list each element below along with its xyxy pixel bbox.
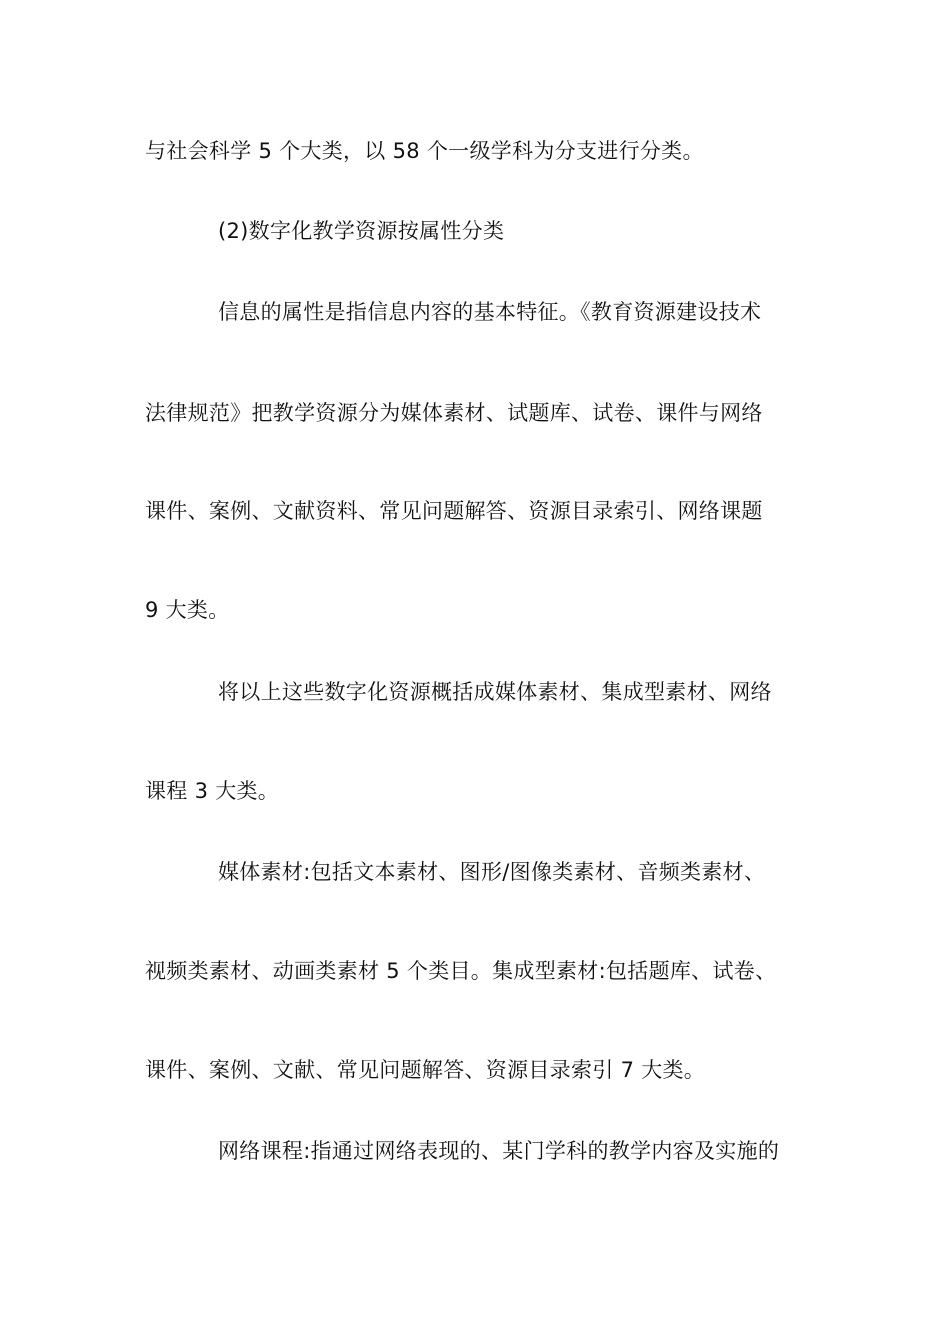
- paragraph-line: 课件、案例、文献、常见问题解答、资源目录索引 7 大类。: [145, 1058, 706, 1082]
- paragraph-line: 课件、案例、文献资料、常见问题解答、资源目录索引、网络课题: [145, 499, 763, 523]
- paragraph-line: 9 大类。: [145, 598, 230, 622]
- paragraph-line: 信息的属性是指信息内容的基本特征。《教育资源建设技术: [218, 300, 762, 324]
- paragraph-line: 将以上这些数字化资源概括成媒体素材、集成型素材、网络: [218, 680, 772, 704]
- paragraph-line: 与社会科学 5 个大类，以 58 个一级学科为分支进行分类。: [145, 139, 704, 163]
- paragraph-line: 网络课程:指通过网络表现的、某门学科的教学内容及实施的: [218, 1139, 780, 1163]
- section-heading: (2)数字化教学资源按属性分类: [218, 219, 505, 243]
- paragraph-line: 视频类素材、动画类素材 5 个类目。集成型素材:包括题库、试卷、: [145, 959, 777, 983]
- paragraph-line: 媒体素材:包括文本素材、图形/图像类素材、音频类素材、: [218, 860, 766, 884]
- paragraph-line: 法律规范》把教学资源分为媒体素材、试题库、试卷、课件与网络: [145, 401, 763, 425]
- paragraph-line: 课程 3 大类。: [145, 779, 280, 803]
